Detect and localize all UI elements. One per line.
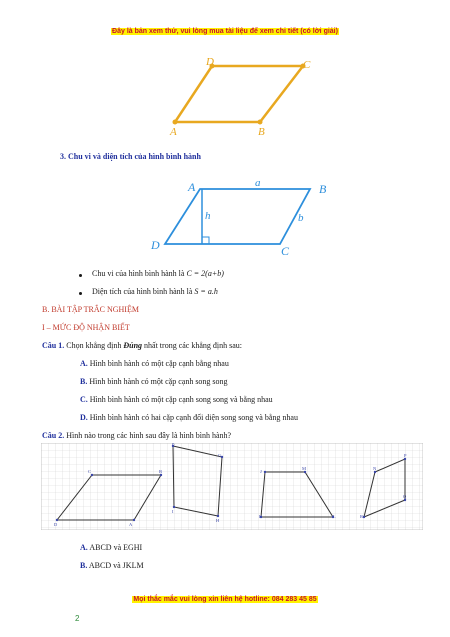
svg-text:B: B	[159, 469, 163, 474]
parallelogram-figure-1	[160, 55, 320, 140]
svg-text:E: E	[172, 443, 175, 446]
bullet-area: Diện tích của hình bình hành là S = a.h	[92, 287, 218, 296]
svg-text:R: R	[360, 514, 364, 519]
label-b: B	[319, 182, 327, 196]
label-c: C	[281, 244, 290, 258]
svg-text:C: C	[88, 469, 92, 474]
side-a-label: a	[255, 177, 261, 189]
part-b-title: B. BÀI TẬP TRẮC NGHIỆM	[42, 305, 139, 314]
q1-option-c[interactable]: C. Hình bình hành có một cặp cạnh song song và bằng nhau	[80, 395, 273, 404]
q1-option-a[interactable]: A. Hình bình hành có một cặp cạnh bằng nhau	[80, 359, 229, 368]
svg-text:I: I	[172, 509, 174, 514]
bullet-dot	[79, 292, 82, 295]
svg-text:G: G	[218, 453, 222, 458]
svg-text:A: A	[129, 522, 133, 527]
section-perimeter-title: 3. Chu vi và diện tích của hình bình hành	[60, 152, 201, 161]
label-a: A	[188, 180, 196, 194]
level-title: I – MỨC ĐỘ NHẬN BIẾT	[42, 323, 130, 332]
question-1: Câu 1. Chọn khẳng định Đúng nhất trong các khẳng định sau:	[42, 341, 243, 350]
side-b-label: b	[298, 212, 304, 224]
question-2: Câu 2. Hình nào trong các hình sau đây là hình bình hành?	[42, 431, 232, 440]
q2-option-b[interactable]: B. ABCD và JKLM	[80, 561, 144, 570]
label-b: B	[258, 126, 265, 138]
svg-text:N: N	[373, 466, 377, 471]
footer-notice: Mọi thắc mắc vui lòng xin liên hệ hotline: 084 283 45 85	[133, 596, 317, 603]
svg-text:J: J	[260, 469, 262, 474]
label-d: D	[151, 238, 160, 252]
svg-text:K: K	[259, 514, 263, 519]
q1-option-d[interactable]: D. Hình bình hành có hai cặp cạnh đối diện song song và bằng nhau	[80, 413, 298, 422]
height-label: h	[205, 210, 211, 222]
q1-option-b[interactable]: B. Hình bình hành có một cặp cạnh song song	[80, 377, 228, 386]
label-d: D	[206, 56, 214, 68]
label-c: C	[303, 59, 311, 71]
svg-text:L: L	[333, 514, 336, 519]
label-a: A	[170, 126, 177, 138]
svg-text:H: H	[216, 518, 220, 523]
bullet-dot	[79, 274, 82, 277]
svg-text:M: M	[302, 466, 307, 471]
svg-text:Q: Q	[403, 494, 407, 499]
header-notice: Đây là bản xem thử, vui lòng mua tài liệu để xem chi tiết (có lời giải)	[112, 28, 338, 35]
q2-option-a[interactable]: A. ABCD và EGHI	[80, 543, 143, 552]
grid-shapes-figure	[41, 443, 423, 530]
bullet-perimeter: Chu vi của hình bình hành là C = 2(a+b)	[92, 269, 224, 278]
svg-text:P: P	[404, 453, 407, 458]
parallelogram-figure-2	[145, 173, 335, 258]
page-number: 2	[75, 614, 80, 623]
parallelogram-1-shape	[175, 66, 303, 122]
svg-text:D: D	[54, 522, 58, 527]
